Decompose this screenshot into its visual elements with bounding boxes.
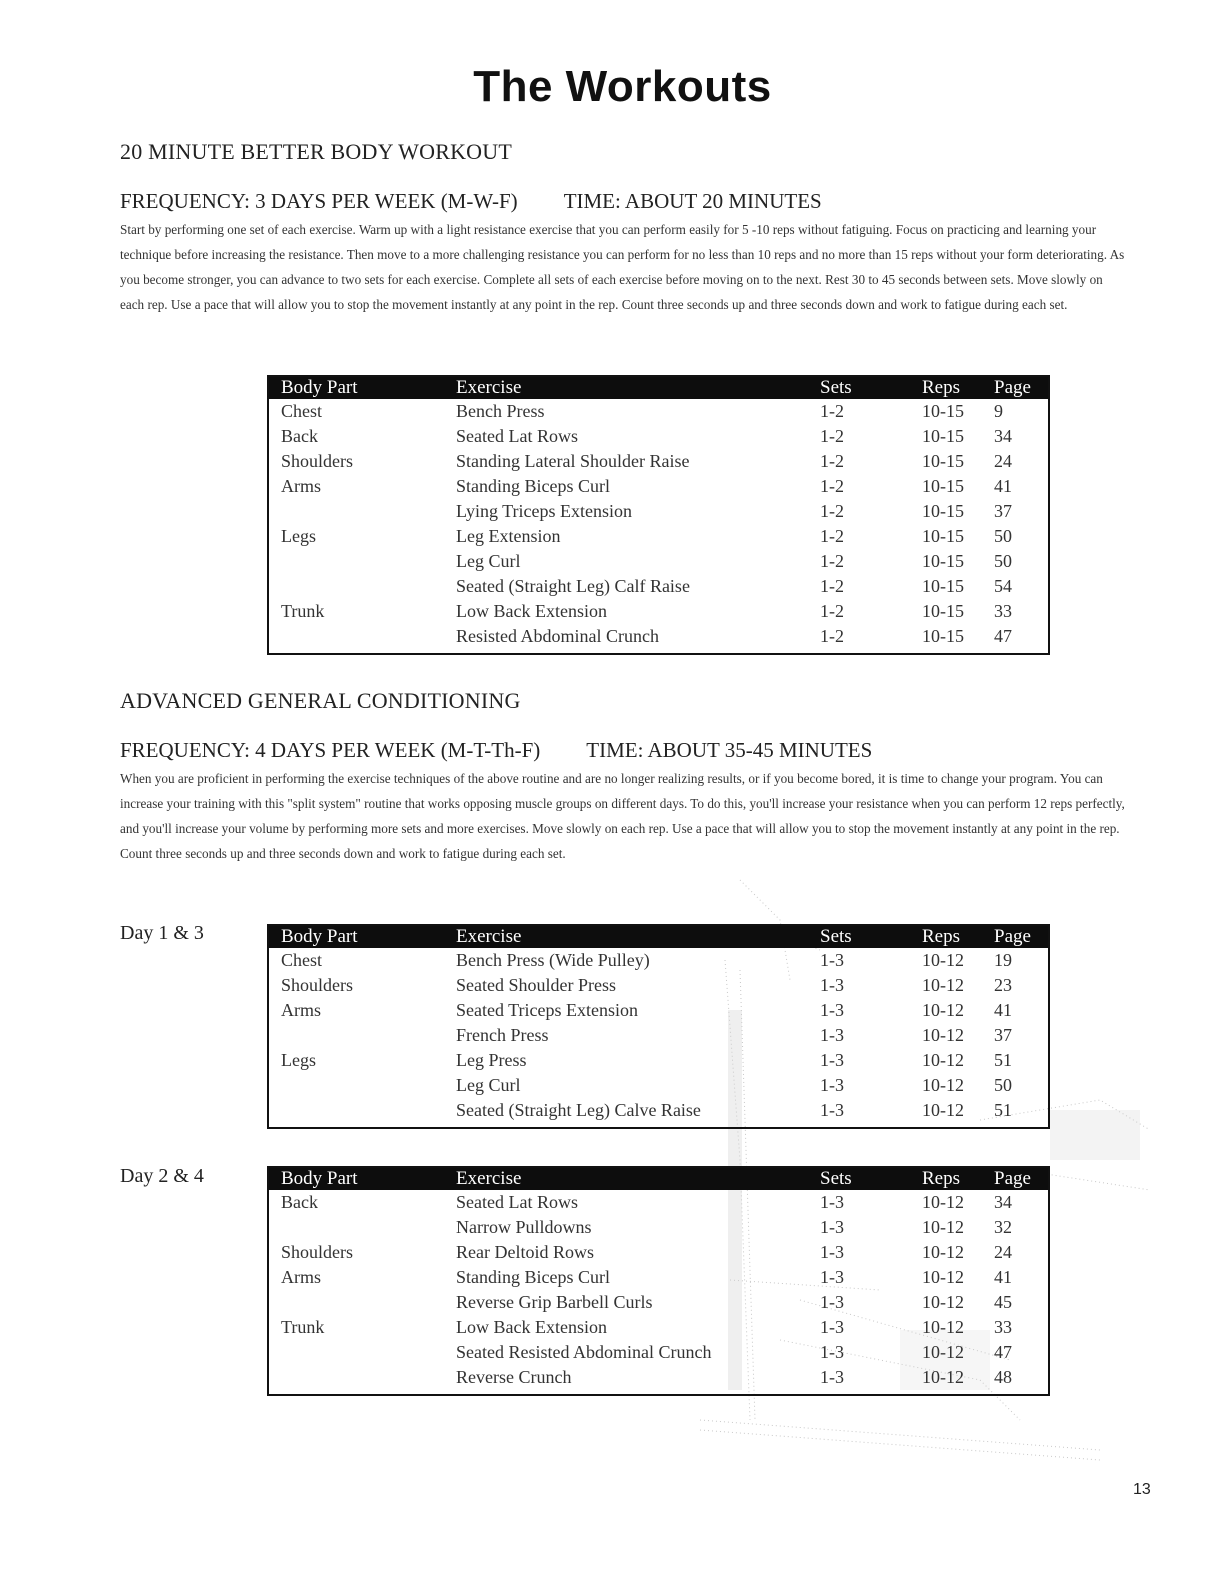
table-row [268,574,1049,599]
table-cell [268,1023,444,1048]
table-cell: Leg Curl [456,1075,521,1095]
table-cell: Legs [281,1050,316,1070]
table-cell: 34 [994,426,1012,446]
workout-table-basic [267,375,1050,655]
table-cell: Seated Triceps Extension [456,1000,638,1020]
section-heading-advanced: ADVANCED GENERAL CONDITIONING [120,688,521,713]
table-cell: 1-3 [820,1075,844,1095]
table-cell: 1-2 [820,526,844,546]
table-cell: 50 [994,526,1012,546]
frequency-text: FREQUENCY: 4 DAYS PER WEEK (M-T-Th-F) [120,738,541,762]
table-cell: 10-12 [922,1100,964,1120]
table-cell: 24 [994,451,1012,471]
table-cell: 10-12 [922,1050,964,1070]
column-header: Reps [910,925,982,948]
day-label-2-4: Day 2 & 4 [120,1165,204,1187]
table-cell: Back [281,1192,318,1212]
table-cell: 34 [994,1192,1012,1212]
table-row [268,399,1049,424]
table-cell: Leg Curl [456,551,521,571]
table-cell [268,1290,444,1315]
table-cell: 48 [994,1367,1012,1387]
column-header: Exercise [444,925,808,948]
table-row [268,1098,1049,1128]
table-cell: Narrow Pulldowns [456,1217,592,1237]
column-header: Reps [910,1167,982,1190]
table-cell: Seated (Straight Leg) Calf Raise [456,576,690,596]
table-cell [268,574,444,599]
table-cell: Back [281,426,318,446]
column-header: Body Part [268,925,444,948]
table-cell: 10-12 [922,1242,964,1262]
table-cell: 10-12 [922,1292,964,1312]
table-cell: 41 [994,476,1012,496]
table-cell: 51 [994,1100,1012,1120]
table-cell: 23 [994,975,1012,995]
table-cell: 10-15 [922,451,964,471]
table-cell: Seated Shoulder Press [456,975,616,995]
table-cell: 10-12 [922,1217,964,1237]
intro-paragraph-1: Start by performing one set of each exercise. Warm up with a light resistance exercise that you can perform easily for 5 -10 reps without fatiguing. Focus on practicing and learning your technique before increasing the resistance. Then move to a more challenging resistance you can perform for no less than 10 reps and no more than 15 reps without your form deteriorating. As you become stronger, you can advance to two sets for each exercise. Complete all sets of each exercise before moving on to the next. Rest 30 to 45 seconds between sets. Move slowly on each rep. Use a pace that will allow you to stop the movement instantly at any point in the rep. Count three seconds up and three seconds down and work to fatigue during each set. [120,222,1125,312]
table-cell [268,1073,444,1098]
table-row [268,549,1049,574]
table-cell: 1-3 [820,1367,844,1387]
table-cell: Reverse Crunch [456,1367,572,1387]
table-row [268,1240,1049,1265]
table-cell: 19 [994,950,1012,970]
table-cell: French Press [456,1025,549,1045]
table-cell: 10-12 [922,950,964,970]
table-row [268,1365,1049,1395]
table-cell [268,1098,444,1128]
table-row [268,998,1049,1023]
table-cell: Seated Resisted Abdominal Crunch [456,1342,712,1362]
table-cell: 1-3 [820,1192,844,1212]
table-cell: Arms [281,1000,321,1020]
table-cell: Arms [281,1267,321,1287]
table-cell: 1-3 [820,1025,844,1045]
column-header: Exercise [444,1167,808,1190]
table-row [268,1190,1049,1215]
column-header: Page [982,925,1049,948]
table-cell: 10-15 [922,476,964,496]
table-cell: Standing Lateral Shoulder Raise [456,451,690,471]
table-cell: Seated (Straight Leg) Calve Raise [456,1100,701,1120]
table-cell: Chest [281,950,323,970]
table-row [268,424,1049,449]
table-row [268,474,1049,499]
table-cell: Bench Press [456,401,545,421]
table-row [268,1290,1049,1315]
table-cell: 1-3 [820,1050,844,1070]
table-row [268,1023,1049,1048]
table-cell [268,1365,444,1395]
column-header: Page [982,376,1049,399]
table-cell: Reverse Grip Barbell Curls [456,1292,653,1312]
frequency-text: FREQUENCY: 3 DAYS PER WEEK (M-W-F) [120,189,518,213]
table-cell: 41 [994,1000,1012,1020]
table-cell: 1-3 [820,1242,844,1262]
table-cell: Shoulders [281,451,353,471]
table-cell: 1-2 [820,501,844,521]
table-cell: 1-3 [820,1000,844,1020]
table-cell: 10-15 [922,551,964,571]
time-text: TIME: ABOUT 20 MINUTES [563,189,822,213]
table-cell: Bench Press (Wide Pulley) [456,950,650,970]
table-cell: 50 [994,551,1012,571]
intro-paragraph-2: When you are proficient in performing the exercise techniques of the above routine and are no longer realizing results, or if you become bored, it is time to change your program. You can increase your training with this "split system" routine that works opposing muscle groups on different days. To do this, you'll increase your resistance when you can perform 12 reps perfectly, and you'll increase your volume by performing more sets and more exercises. Move slowly on each rep. Use a pace that will allow you to stop the movement instantly at any point in the rep. Count three seconds up and three seconds down and work to fatigue during each set. [120,771,1125,861]
workout-table-day-1-3 [267,924,1050,1129]
section-heading-better-body: 20 MINUTE BETTER BODY WORKOUT [120,139,512,164]
table-row [268,1340,1049,1365]
table-cell: 10-12 [922,1367,964,1387]
table-cell: 10-12 [922,1000,964,1020]
table-cell: 1-2 [820,601,844,621]
table-row [268,499,1049,524]
table-cell: 24 [994,1242,1012,1262]
table-row [268,599,1049,624]
table-row [268,948,1049,973]
table-row [268,1048,1049,1073]
table-cell: 1-3 [820,1267,844,1287]
table-cell: 41 [994,1267,1012,1287]
column-header: Sets [808,376,910,399]
column-header: Body Part [268,376,444,399]
table-row [268,1315,1049,1340]
table-cell: 10-15 [922,601,964,621]
table-cell: 10-12 [922,975,964,995]
column-header: Body Part [268,1167,444,1190]
table-row [268,1215,1049,1240]
table-cell: Legs [281,526,316,546]
table-cell: 1-2 [820,426,844,446]
table-cell: 1-2 [820,476,844,496]
day-label-1-3: Day 1 & 3 [120,922,204,944]
table-cell: 1-2 [820,551,844,571]
table-cell: 10-12 [922,1192,964,1212]
table-cell: 10-12 [922,1342,964,1362]
page-title: The Workouts [473,62,772,111]
table-cell: 1-3 [820,1317,844,1337]
table-cell: 1-2 [820,576,844,596]
frequency-line-1 [120,189,822,214]
time-text: TIME: ABOUT 35-45 MINUTES [586,738,873,762]
column-header: Reps [910,376,982,399]
column-header: Sets [808,925,910,948]
frequency-line-2 [120,738,872,763]
table-cell: Leg Press [456,1050,527,1070]
table-cell: 37 [994,1025,1012,1045]
table-cell: Seated Lat Rows [456,426,578,446]
table-cell: 1-3 [820,1217,844,1237]
table-cell: 10-12 [922,1317,964,1337]
table-cell: 10-15 [922,576,964,596]
table-cell [268,624,444,654]
table-cell: Trunk [281,601,325,621]
table-cell: 1-2 [820,626,844,646]
table-cell: Chest [281,401,323,421]
table-cell: 10-15 [922,401,964,421]
table-cell: 10-12 [922,1267,964,1287]
table-cell: 1-2 [820,451,844,471]
workout-table-day-2-4 [267,1166,1050,1396]
table-cell: Resisted Abdominal Crunch [456,626,659,646]
table-row [268,1265,1049,1290]
table-cell: 10-15 [922,501,964,521]
table-cell: 1-3 [820,975,844,995]
table-cell: 33 [994,1317,1012,1337]
table-cell: Rear Deltoid Rows [456,1242,594,1262]
table-cell [268,549,444,574]
table-cell: 47 [994,626,1012,646]
table-cell: Shoulders [281,1242,353,1262]
table-row [268,524,1049,549]
table-cell: 1-2 [820,401,844,421]
table-cell: Low Back Extension [456,601,607,621]
table-cell: 47 [994,1342,1012,1362]
table-cell: 10-12 [922,1025,964,1045]
column-header: Exercise [444,376,808,399]
table-header-row [268,925,1049,948]
table-cell [268,1340,444,1365]
table-cell: 45 [994,1292,1012,1312]
page-number: 13 [1133,1481,1151,1498]
table-header-row [268,376,1049,399]
table-row [268,973,1049,998]
table-cell: Seated Lat Rows [456,1192,578,1212]
table-cell: Standing Biceps Curl [456,1267,610,1287]
table-row [268,624,1049,654]
table-cell: Trunk [281,1317,325,1337]
table-cell [268,499,444,524]
table-cell: 1-3 [820,1100,844,1120]
column-header: Sets [808,1167,910,1190]
table-header-row [268,1167,1049,1190]
table-cell: 50 [994,1075,1012,1095]
table-cell: Lying Triceps Extension [456,501,633,521]
column-header: Page [982,1167,1049,1190]
table-cell: Low Back Extension [456,1317,607,1337]
table-cell: Standing Biceps Curl [456,476,610,496]
table-cell: 1-3 [820,1292,844,1312]
table-cell: 32 [994,1217,1012,1237]
table-row [268,1073,1049,1098]
table-cell: 10-15 [922,626,964,646]
table-cell: 10-15 [922,426,964,446]
table-cell: 54 [994,576,1012,596]
table-cell: Arms [281,476,321,496]
table-cell: 10-12 [922,1075,964,1095]
table-cell [268,1215,444,1240]
table-cell: 9 [994,401,1003,421]
table-cell: 37 [994,501,1012,521]
table-cell: 1-3 [820,1342,844,1362]
table-cell: Shoulders [281,975,353,995]
table-cell: 1-3 [820,950,844,970]
table-cell: 33 [994,601,1012,621]
table-cell: 51 [994,1050,1012,1070]
table-row [268,449,1049,474]
table-cell: Leg Extension [456,526,561,546]
table-cell: 10-15 [922,526,964,546]
